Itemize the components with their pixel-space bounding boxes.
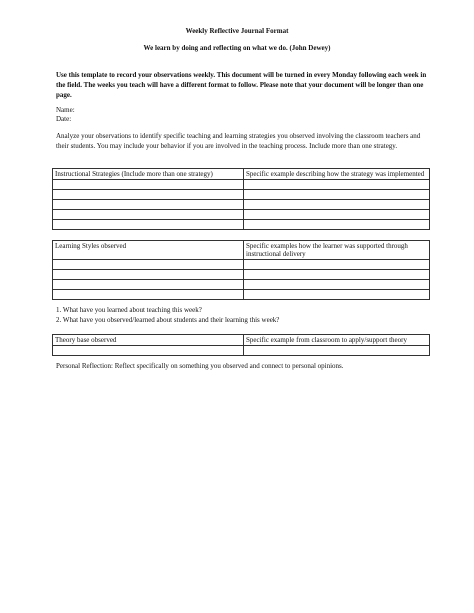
question-item: 1. What have you learned about teaching this week? — [56, 306, 202, 314]
table-cell[interactable] — [53, 346, 244, 356]
instructional-strategies-table — [52, 168, 430, 230]
table-row — [53, 180, 430, 190]
table-cell[interactable] — [53, 260, 244, 270]
table-cell[interactable] — [53, 200, 244, 210]
table-cell[interactable] — [244, 290, 430, 300]
date-label: Date: — [56, 115, 72, 123]
table-row — [53, 290, 430, 300]
table-header-row — [53, 335, 430, 346]
table-cell[interactable] — [244, 180, 430, 190]
learning-styles-table — [52, 240, 430, 300]
theory-base-table — [52, 334, 430, 356]
table-row — [53, 190, 430, 200]
table-row — [53, 220, 430, 230]
table-row — [53, 210, 430, 220]
table-cell[interactable] — [53, 180, 244, 190]
name-label: Name: — [56, 106, 75, 114]
table-row — [53, 346, 430, 356]
table-cell[interactable] — [244, 346, 430, 356]
question-item: 2. What have you observed/learned about students and their learning this week? — [56, 315, 280, 324]
table-header-cell: Learning Styles observed — [53, 241, 244, 260]
table-header-cell: Specific example describing how the strategy was implemented — [244, 169, 430, 180]
table-header-cell: Specific examples how the learner was supported through instructional delivery — [244, 241, 430, 260]
table-row — [53, 200, 430, 210]
table-cell[interactable] — [244, 270, 430, 280]
table-row — [53, 260, 430, 270]
reflection-questions — [56, 306, 279, 325]
table-header-cell: Specific example from classroom to apply/support theory — [244, 335, 430, 346]
personal-reflection-text: Personal Reflection: Reflect specifically on something you observed and connect to personal opinions. — [56, 362, 344, 370]
table-cell[interactable] — [53, 290, 244, 300]
table-cell[interactable] — [53, 210, 244, 220]
table-cell[interactable] — [53, 280, 244, 290]
table-cell[interactable] — [53, 270, 244, 280]
table-header-cell: Theory base observed — [53, 335, 244, 346]
table-cell[interactable] — [244, 200, 430, 210]
page-title: Weekly Reflective Journal Format — [185, 27, 289, 35]
table-cell[interactable] — [244, 210, 430, 220]
table-cell[interactable] — [244, 280, 430, 290]
page-subtitle: We learn by doing and reflecting on what we do. (John Dewey) — [143, 44, 331, 52]
table-row — [53, 270, 430, 280]
table-header-row — [53, 241, 430, 260]
table-cell[interactable] — [244, 260, 430, 270]
table-header-cell: Instructional Strategies (Include more than one strategy) — [53, 169, 244, 180]
table-cell[interactable] — [244, 220, 430, 230]
table-cell[interactable] — [244, 190, 430, 200]
table-cell[interactable] — [53, 190, 244, 200]
table-row — [53, 280, 430, 290]
instructions-text: Use this template to record your observations weekly. This document will be turned in every Monday following each week in the field. The weeks you teach will have a different format to follow. Please note that your document will be longer than one page. — [56, 71, 427, 99]
table-cell[interactable] — [53, 220, 244, 230]
table-header-row — [53, 169, 430, 180]
analyze-paragraph: Analyze your observations to identify specific teaching and learning strategies you observed involving the classroom teachers and their students. You may include your behavior if you are involved in the teaching process. Include more than one strategy. — [56, 132, 421, 150]
